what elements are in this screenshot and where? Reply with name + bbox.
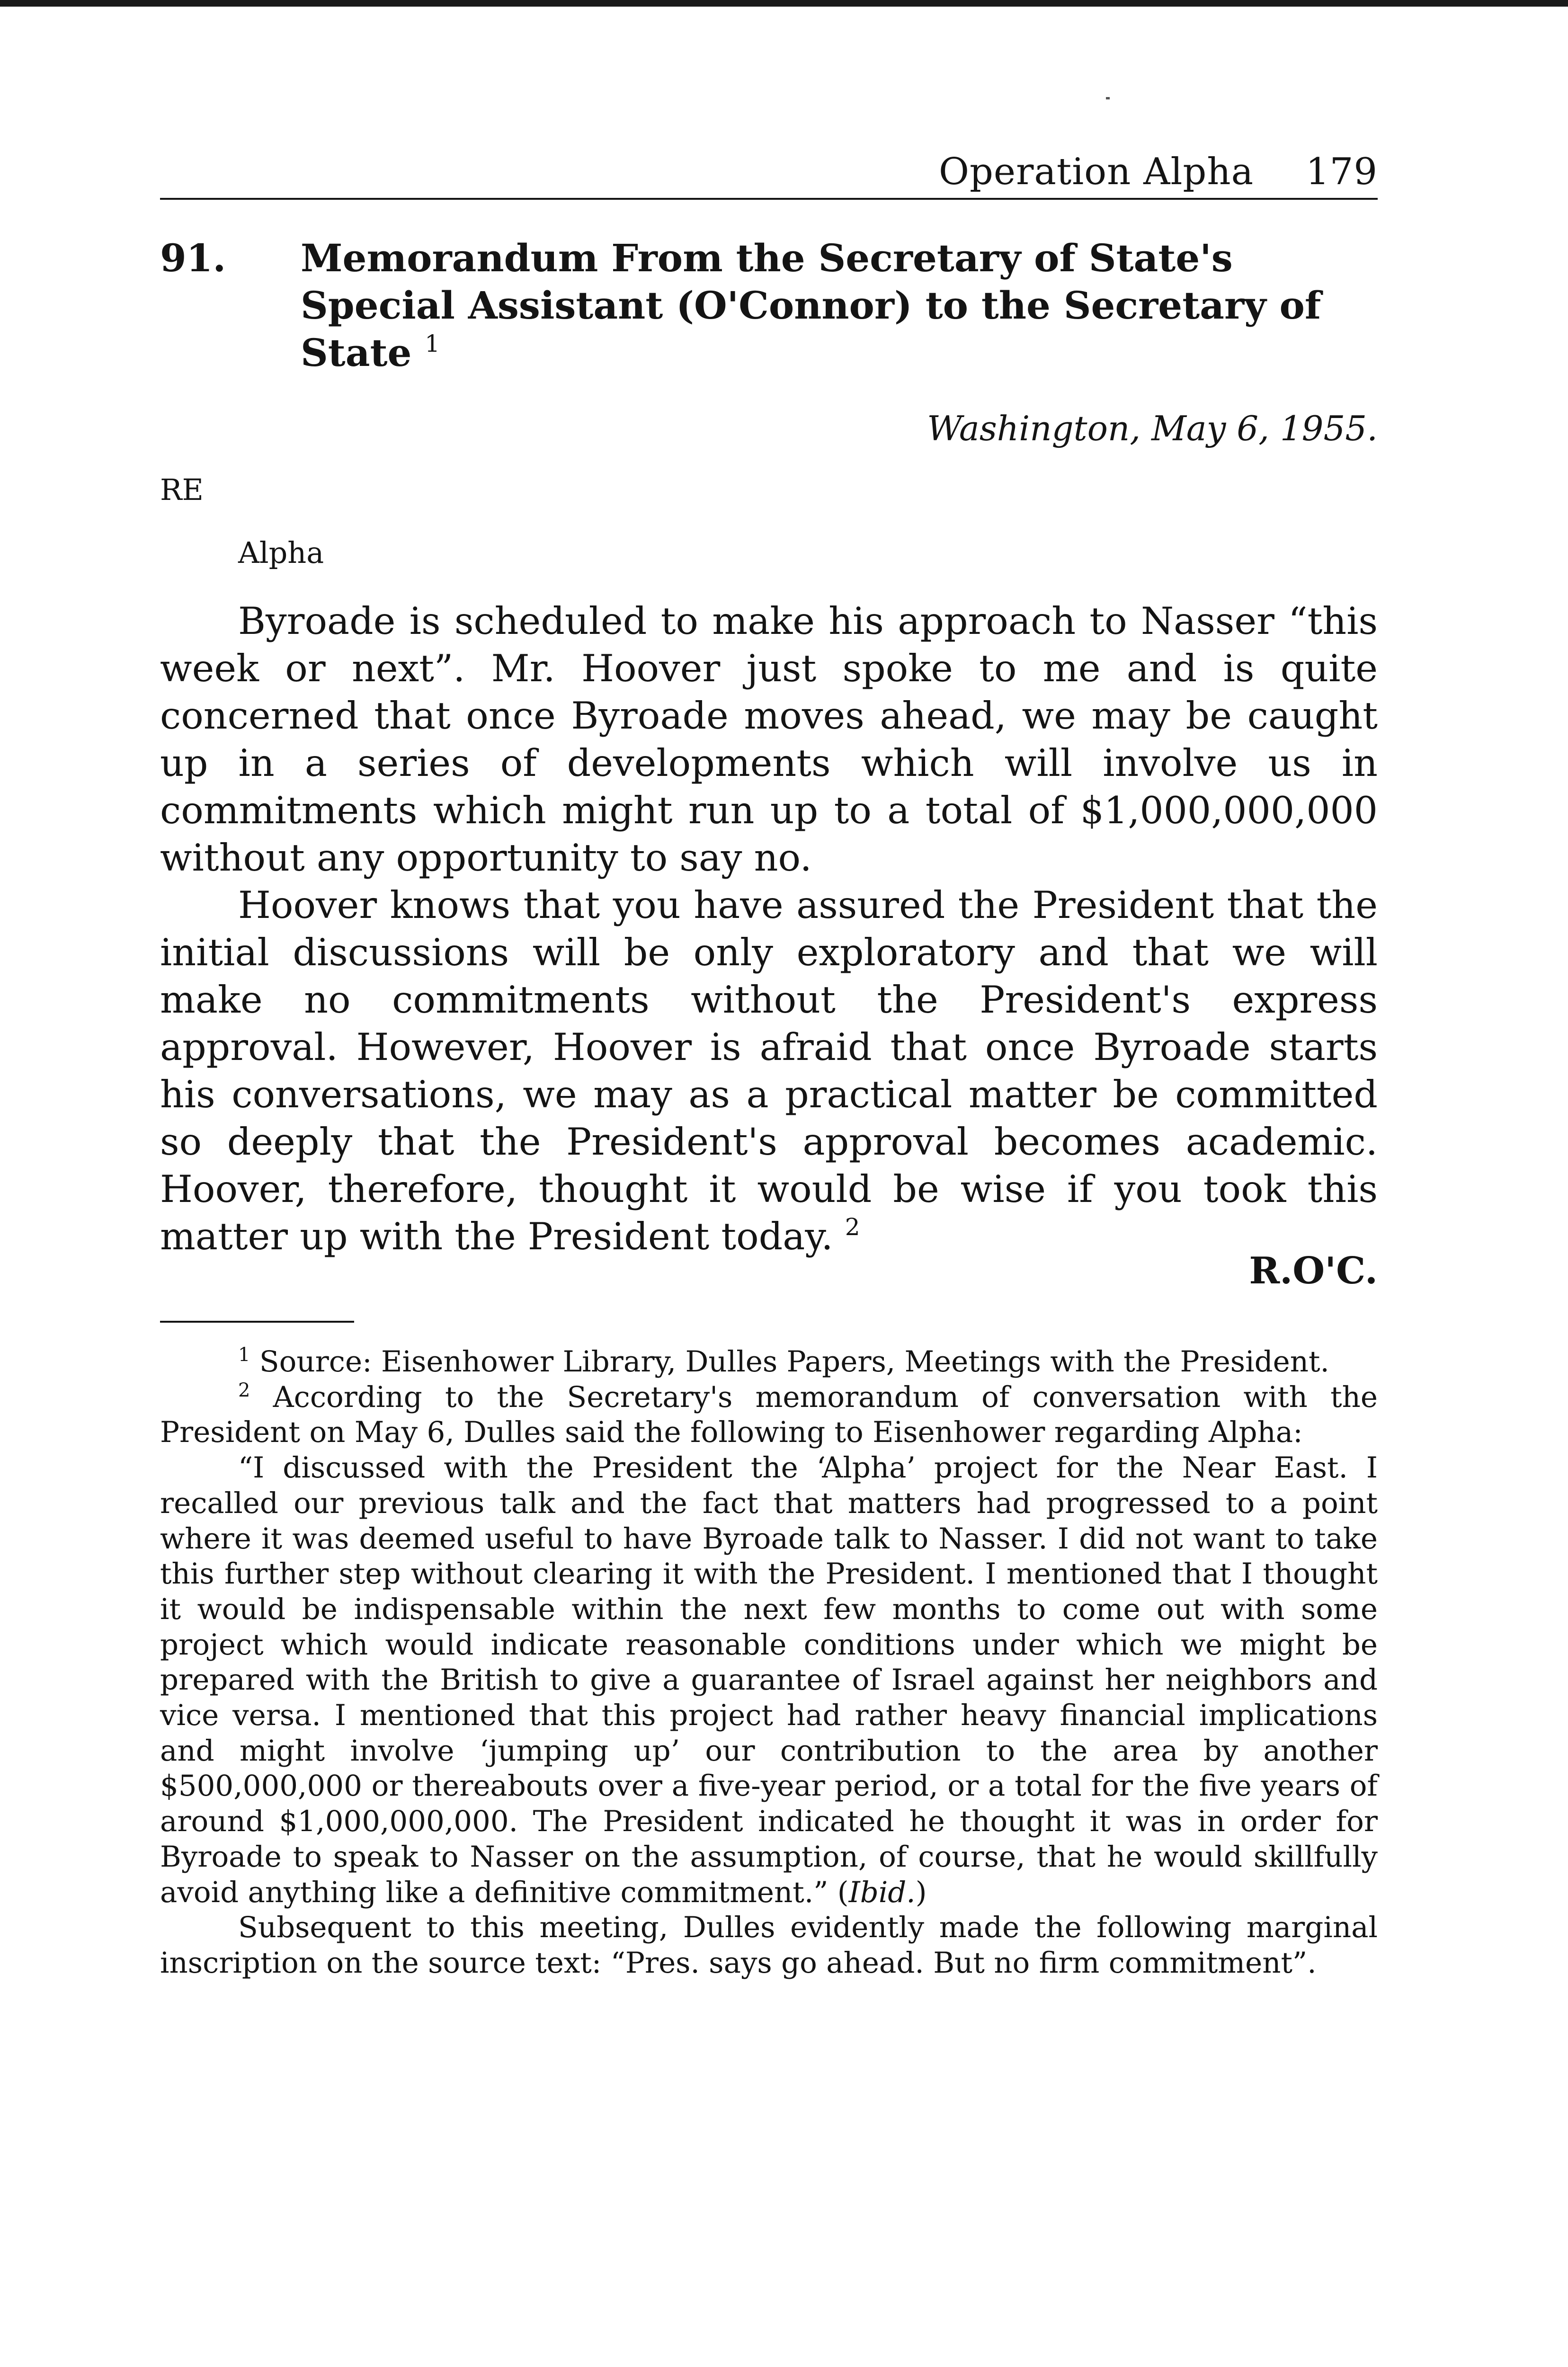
memo-body xyxy=(160,597,1378,1260)
footnote-2-followup: Subsequent to this meeting, Dulles evidently made the following marginal inscription on the source text: “Pres. says go ahead. But no firm commitment”. xyxy=(160,1911,1378,1980)
footnote-2-citation: Ibid. xyxy=(848,1875,916,1909)
footnote-2-quote-text: “I discussed with the President the ‘Alpha’ project for the Near East. I recalled our previous talk and the fact that matters had progressed to a point where it was deemed useful to have Byroade talk to Nasser. I did not want to take this further step without clearing it with the President. I mentioned that I thought it would be indispensable within the next few months to come out with some project which would indicate reasonable conditions under which we might be prepared with the British to give a guarantee of Israel against her neighbors and vice versa. I mentioned that this project had rather heavy financial implications and might involve ‘jumping up’ our contribution to the area by another $500,000,000 or thereabouts over a five-year period, or a total for the five years of around $1,000,000,000. The President indicated he thought it was in order for Byroade to speak to Nasser on the assumption, of course, that he would skillfully avoid anything like a definitive commitment.” xyxy=(160,1451,1378,1909)
footnote-2 xyxy=(160,1380,1378,1450)
footnote-1-text: Source: Eisenhower Library, Dulles Papers, Meetings with the President. xyxy=(259,1345,1329,1379)
footnote-2-marker: 2 xyxy=(238,1379,250,1401)
scan-top-edge xyxy=(0,0,1568,7)
page-number: 179 xyxy=(1306,151,1378,193)
memo-paragraph-2-text: Hoover knows that you have assured the President that the initial discussions will be only exploratory and that we will make no commitments without the President's express approval. However, Hoover is afraid that once Byroade starts his conversations, we may as a practical matter be committed so deeply that the President's approval becomes academic. Hoover, therefore, thought it would be wise if you took this matter up with the President today. xyxy=(160,883,1378,1258)
dateline: Washington, May 6, 1955. xyxy=(927,409,1378,448)
footnote-2-text: According to the Secretary's memorandum of conversation with the President on May 6, Dulles said the following to Eisenhower regarding Alpha: xyxy=(160,1380,1378,1450)
running-head-section: Operation Alpha xyxy=(939,151,1254,193)
running-head xyxy=(160,151,1378,200)
footnote-divider xyxy=(160,1321,354,1323)
memo-paragraph-2 xyxy=(160,881,1378,1260)
document-number: 91. xyxy=(160,236,226,280)
footnotes xyxy=(160,1344,1378,1981)
footnote-1 xyxy=(160,1344,1378,1380)
scan-speck xyxy=(1106,97,1110,99)
re-subject: Alpha xyxy=(238,535,324,570)
footnote-2-quote: “I discussed with the President the ‘Alpha’ project for the Near East. I recalled our previous talk and the fact that matters had progressed to a point where it was deemed useful to have Byroade talk to Nasser. I did not want to take this further step without clearing it with the President. I mentioned that I thought it would be indispensable within the next few months to come out with some project which would indicate reasonable conditions under which we might be prepared with the British to give a guarantee of Israel against her neighbors and vice versa. I mentioned that this project had rather heavy financial implications and might involve ‘jumping up’ our contribution to the area by another $500,000,000 or thereabouts over a five-year period, or a total for the five years of around $1,000,000,000. The President indicated he thought it was in order for Byroade to speak to Nasser on the assumption, of course, that he would skillfully avoid anything like a definitive commitment.” (Ibid.) xyxy=(160,1451,1378,1909)
memo-paragraph-1: Byroade is scheduled to make his approach to Nasser “this week or next”. Mr. Hoover just spoke to me and is quite concerned that once Byroade moves ahead, we may be caught up in a series of developments which will involve us in commitments which might run up to a total of $1,000,000,000 without any opportunity to say no. xyxy=(160,599,1378,880)
footnote-ref-2: 2 xyxy=(845,1213,860,1241)
footnote-1-marker: 1 xyxy=(238,1344,250,1366)
footnote-ref-1: 1 xyxy=(425,330,440,357)
signature: R.O'C. xyxy=(1249,1249,1378,1292)
document-title-text: Memorandum From the Secretary of State's Special Assistant (O'Connor) to the Secretary of State xyxy=(301,236,1321,375)
document-title xyxy=(301,234,1371,376)
re-label: RE xyxy=(160,472,204,507)
